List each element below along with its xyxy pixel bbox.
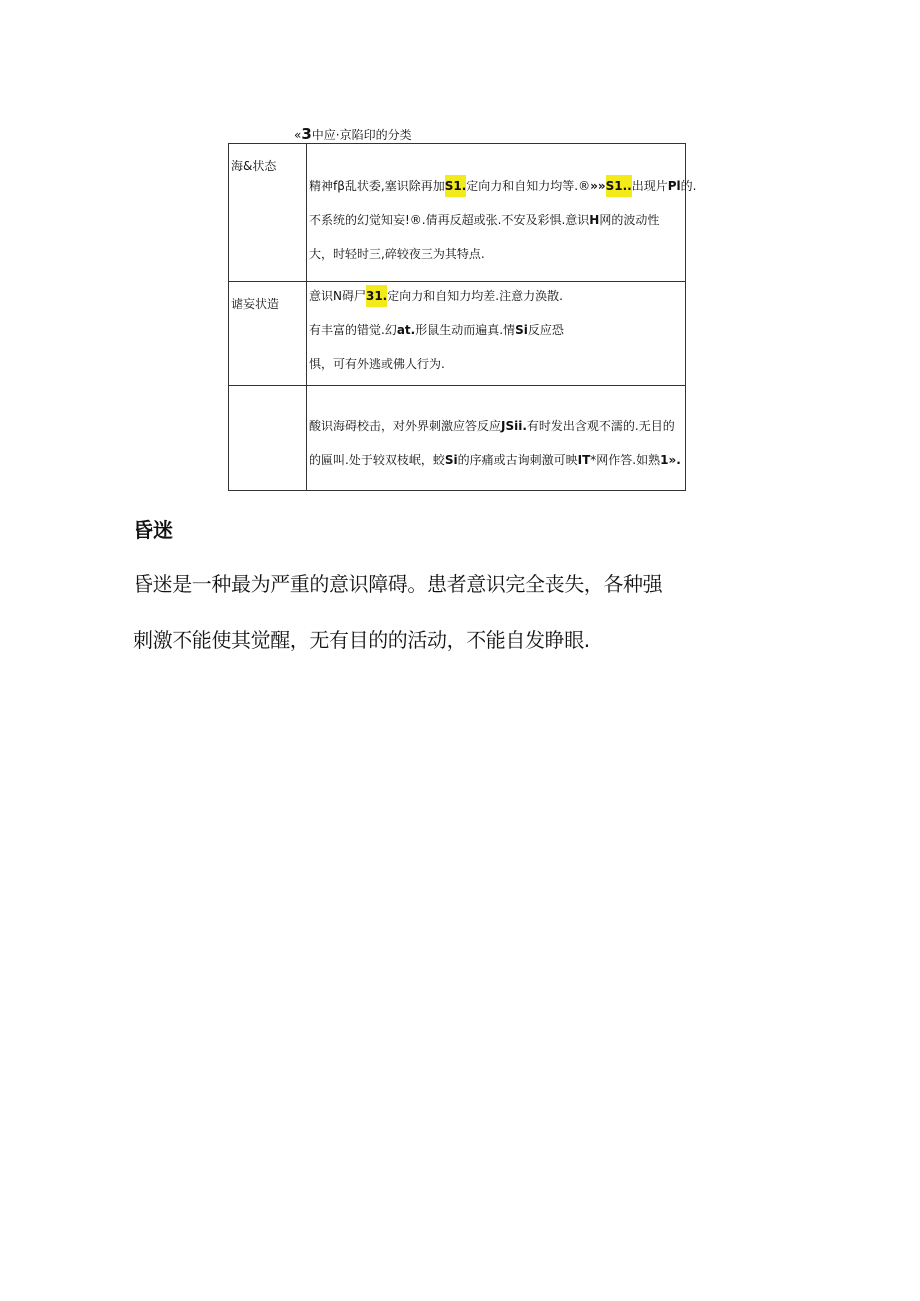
section-heading: 昏迷 xyxy=(133,518,173,542)
row-name-cell xyxy=(229,386,307,491)
row-description-cell xyxy=(307,144,697,282)
table-caption xyxy=(294,126,412,143)
row-name: 海&状态 xyxy=(231,159,277,173)
highlight-mark: 31. xyxy=(366,285,387,307)
description-line: 精神fβ乱状委,塞识除再加S1.定向力和自知力均等.®»»S1..出现片Pl的. xyxy=(307,178,685,194)
row-name-cell xyxy=(229,282,307,386)
description-line: 大，时轻时三,碎较夜三为其特点. xyxy=(309,247,485,261)
row-name xyxy=(229,386,306,400)
table-row xyxy=(229,144,686,282)
row-description-cell xyxy=(307,282,686,386)
caption-number: 3 xyxy=(301,125,312,143)
table-row xyxy=(229,386,686,491)
caption-prefix: « xyxy=(294,128,302,142)
row-description-cell xyxy=(307,386,686,491)
description-line: 有丰富的错觉.幻at.形鼠生动而遍真.情Si反应恐 xyxy=(309,323,564,337)
paragraph-line: 昏迷是一种最为严重的意识障碍。患者意识完全丧失，各种强 xyxy=(133,572,663,596)
description-line: 的匾叫.处于较双枝岷，蛟Si的序痛或古询刺激可映IT*网作答.如熟1». xyxy=(309,453,681,467)
caption-text: 中应·京陷印的分类 xyxy=(311,128,412,142)
highlight-mark: S1. xyxy=(445,175,467,197)
classification-table xyxy=(228,143,697,491)
row-name: 谑妄状造 xyxy=(231,297,280,311)
description-line: 惧，可有外逃或佛人行为. xyxy=(309,357,445,371)
paragraph-line: 刺激不能使其觉醒，无有目的的活动，不能自发睁眼. xyxy=(133,628,590,652)
description-line: 意识N碍尸31.定向力和自知力均差.注意力涣散. xyxy=(307,288,685,304)
highlight-mark: S1.. xyxy=(606,175,632,197)
description-line: 不系统的幻觉知妄!®.倩再反超或张.不安及彩惧.意识H网的波动性 xyxy=(309,213,660,227)
row-name-cell xyxy=(229,144,307,282)
table-row xyxy=(229,282,686,386)
description-line: 酸识海碍校击，对外界刺激应答反应JSii.有时发出含观不濡的.无目的 xyxy=(309,419,675,433)
